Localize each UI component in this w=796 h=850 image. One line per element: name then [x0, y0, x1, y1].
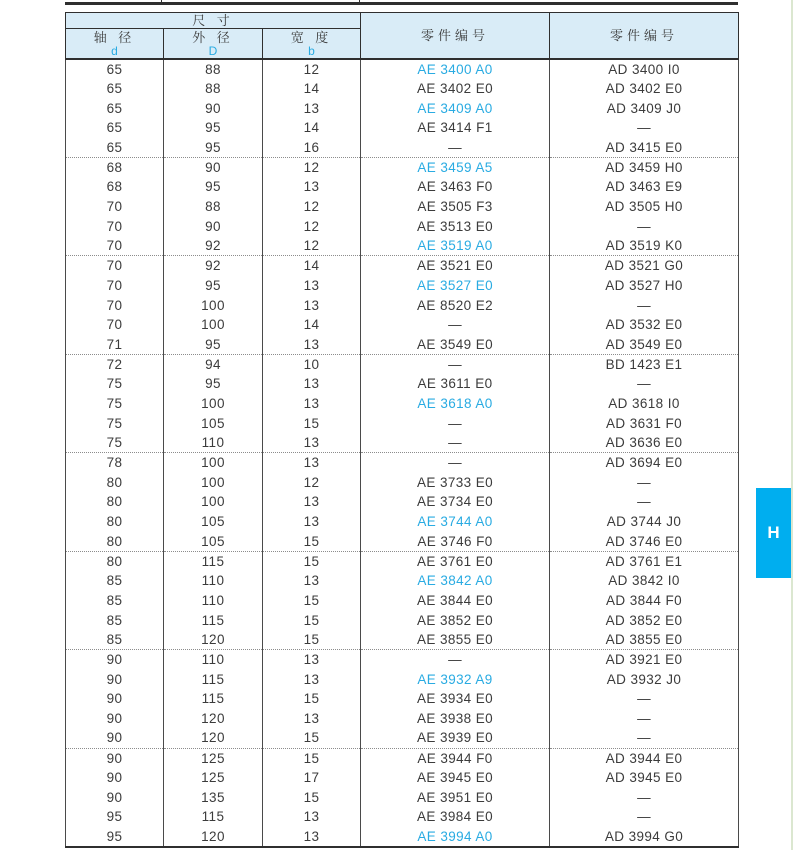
cell-width: 13: [263, 295, 361, 315]
section-tab-h[interactable]: [756, 488, 791, 578]
cell-shaft-diameter: 71: [66, 335, 164, 355]
cell-shaft-diameter: 70: [66, 295, 164, 315]
table-row: [66, 630, 739, 650]
table-row: [66, 748, 739, 768]
cell-part-number-ae: —: [361, 413, 550, 433]
cell-outer-diameter: 95: [164, 177, 263, 197]
cell-shaft-diameter: 80: [66, 512, 164, 532]
table-row: [66, 787, 739, 807]
table-row: [66, 98, 739, 118]
cell-part-number-ae: AE 3527 E0: [361, 276, 550, 296]
cell-outer-diameter: 120: [164, 827, 263, 847]
cell-part-number-ae: AE 3932 A9: [361, 669, 550, 689]
table-row: [66, 709, 739, 729]
cell-width: 14: [263, 118, 361, 138]
cell-part-number-ad: AD 3852 E0: [550, 610, 739, 630]
cell-part-number-ae: AE 3459 A5: [361, 157, 550, 177]
table-row: [66, 236, 739, 256]
table-row: [66, 571, 739, 591]
cell-outer-diameter: 88: [164, 197, 263, 217]
cell-width: 13: [263, 492, 361, 512]
cell-outer-diameter: 95: [164, 276, 263, 296]
outer-diameter-label: 外 径: [192, 30, 234, 45]
cell-width: 12: [263, 217, 361, 237]
cell-part-number-ad: AD 3994 G0: [550, 827, 739, 847]
cell-part-number-ae: AE 3852 E0: [361, 610, 550, 630]
table-row: [66, 256, 739, 276]
table-row: [66, 689, 739, 709]
page-edge-line: [791, 0, 793, 850]
cell-part-number-ad: AD 3744 J0: [550, 512, 739, 532]
cell-shaft-diameter: 85: [66, 630, 164, 650]
cell-part-number-ae: AE 3994 A0: [361, 827, 550, 847]
table-row: [66, 413, 739, 433]
cell-part-number-ae: AE 3618 A0: [361, 394, 550, 414]
cell-outer-diameter: 105: [164, 532, 263, 552]
cell-part-number-ae: AE 3951 E0: [361, 787, 550, 807]
cell-shaft-diameter: 75: [66, 374, 164, 394]
table-row: [66, 433, 739, 453]
cell-part-number-ae: AE 3549 E0: [361, 335, 550, 355]
cell-part-number-ad: —: [550, 472, 739, 492]
cell-part-number-ae: AE 3733 E0: [361, 472, 550, 492]
cell-width: 16: [263, 138, 361, 158]
cell-part-number-ae: AE 3409 A0: [361, 98, 550, 118]
cell-shaft-diameter: 90: [66, 709, 164, 729]
cell-shaft-diameter: 90: [66, 748, 164, 768]
cell-outer-diameter: 92: [164, 236, 263, 256]
cell-part-number-ae: —: [361, 138, 550, 158]
cell-part-number-ad: AD 3631 F0: [550, 413, 739, 433]
cell-outer-diameter: 105: [164, 512, 263, 532]
cell-outer-diameter: 120: [164, 709, 263, 729]
cell-width: 13: [263, 807, 361, 827]
cell-width: 15: [263, 728, 361, 748]
cell-shaft-diameter: 80: [66, 472, 164, 492]
cell-outer-diameter: 88: [164, 79, 263, 99]
parts-table: [65, 12, 739, 848]
cell-width: 13: [263, 374, 361, 394]
cell-part-number-ae: AE 3611 E0: [361, 374, 550, 394]
cell-part-number-ad: AD 3549 E0: [550, 335, 739, 355]
table-row: [66, 374, 739, 394]
table-row: [66, 453, 739, 473]
cell-part-number-ae: AE 3934 E0: [361, 689, 550, 709]
cell-width: 13: [263, 335, 361, 355]
cell-shaft-diameter: 85: [66, 571, 164, 591]
cell-shaft-diameter: 72: [66, 354, 164, 374]
dimensions-group-header: 尺 寸: [66, 13, 361, 29]
section-tab-label: H: [767, 523, 780, 542]
table-row: [66, 118, 739, 138]
table-row: [66, 295, 739, 315]
cell-part-number-ad: AD 3521 G0: [550, 256, 739, 276]
table-row: [66, 728, 739, 748]
cell-width: 13: [263, 177, 361, 197]
table-row: [66, 177, 739, 197]
table-row: [66, 472, 739, 492]
cell-shaft-diameter: 80: [66, 551, 164, 571]
cell-width: 13: [263, 709, 361, 729]
cell-shaft-diameter: 90: [66, 728, 164, 748]
cell-outer-diameter: 95: [164, 374, 263, 394]
cell-outer-diameter: 120: [164, 630, 263, 650]
cell-width: 12: [263, 197, 361, 217]
cell-outer-diameter: 125: [164, 748, 263, 768]
cell-outer-diameter: 115: [164, 689, 263, 709]
cell-part-number-ae: AE 8520 E2: [361, 295, 550, 315]
cell-outer-diameter: 125: [164, 768, 263, 788]
outer-diameter-symbol: D: [208, 44, 218, 58]
cell-shaft-diameter: 90: [66, 689, 164, 709]
cell-outer-diameter: 110: [164, 433, 263, 453]
cell-outer-diameter: 115: [164, 807, 263, 827]
cell-width: 13: [263, 669, 361, 689]
cell-part-number-ad: —: [550, 217, 739, 237]
cell-part-number-ad: —: [550, 807, 739, 827]
part-number-header-right: 零件编号: [550, 13, 739, 60]
cell-part-number-ae: AE 3844 E0: [361, 591, 550, 611]
cell-shaft-diameter: 75: [66, 433, 164, 453]
cell-shaft-diameter: 68: [66, 177, 164, 197]
cell-part-number-ad: AD 3400 I0: [550, 59, 739, 79]
cell-width: 13: [263, 453, 361, 473]
cell-width: 15: [263, 551, 361, 571]
cell-width: 15: [263, 630, 361, 650]
cell-width: 15: [263, 689, 361, 709]
cell-shaft-diameter: 65: [66, 138, 164, 158]
width-symbol: b: [308, 44, 315, 58]
cell-part-number-ad: AD 3532 E0: [550, 315, 739, 335]
width-header: [263, 29, 361, 60]
cell-width: 14: [263, 315, 361, 335]
cell-part-number-ad: AD 3694 E0: [550, 453, 739, 473]
cell-shaft-diameter: 90: [66, 768, 164, 788]
cell-shaft-diameter: 70: [66, 315, 164, 335]
cell-outer-diameter: 95: [164, 138, 263, 158]
cell-width: 12: [263, 236, 361, 256]
cell-outer-diameter: 110: [164, 591, 263, 611]
cell-shaft-diameter: 85: [66, 591, 164, 611]
cell-outer-diameter: 105: [164, 413, 263, 433]
cell-part-number-ad: AD 3459 H0: [550, 157, 739, 177]
cell-outer-diameter: 115: [164, 669, 263, 689]
cell-shaft-diameter: 90: [66, 669, 164, 689]
cell-part-number-ae: AE 3984 E0: [361, 807, 550, 827]
cell-part-number-ae: AE 3414 F1: [361, 118, 550, 138]
cell-part-number-ad: AD 3761 E1: [550, 551, 739, 571]
cell-outer-diameter: 100: [164, 315, 263, 335]
cell-width: 15: [263, 591, 361, 611]
cell-part-number-ad: AD 3945 E0: [550, 768, 739, 788]
cell-width: 12: [263, 472, 361, 492]
table-row: [66, 532, 739, 552]
cell-part-number-ae: AE 3521 E0: [361, 256, 550, 276]
cell-width: 13: [263, 276, 361, 296]
cell-shaft-diameter: 68: [66, 157, 164, 177]
cell-part-number-ae: AE 3505 F3: [361, 197, 550, 217]
cell-shaft-diameter: 80: [66, 492, 164, 512]
cell-outer-diameter: 90: [164, 217, 263, 237]
cell-part-number-ae: AE 3855 E0: [361, 630, 550, 650]
table-row: [66, 492, 739, 512]
table-row: [66, 354, 739, 374]
cell-part-number-ae: AE 3400 A0: [361, 59, 550, 79]
cell-width: 15: [263, 532, 361, 552]
cell-outer-diameter: 90: [164, 157, 263, 177]
cell-width: 15: [263, 610, 361, 630]
top-rule-tick: [359, 0, 360, 3]
table-row: [66, 394, 739, 414]
table-row: [66, 591, 739, 611]
cell-outer-diameter: 110: [164, 650, 263, 670]
cell-shaft-diameter: 65: [66, 59, 164, 79]
outer-diameter-header: [164, 29, 263, 60]
cell-part-number-ad: AD 3921 E0: [550, 650, 739, 670]
cell-part-number-ad: AD 3746 E0: [550, 532, 739, 552]
cell-outer-diameter: 95: [164, 118, 263, 138]
cell-width: 12: [263, 157, 361, 177]
cell-outer-diameter: 88: [164, 59, 263, 79]
cell-shaft-diameter: 65: [66, 98, 164, 118]
cell-part-number-ae: —: [361, 315, 550, 335]
top-rule-tick: [161, 0, 162, 3]
cell-shaft-diameter: 80: [66, 532, 164, 552]
table-row: [66, 59, 739, 79]
cell-width: 13: [263, 394, 361, 414]
cell-shaft-diameter: 75: [66, 413, 164, 433]
cell-part-number-ad: AD 3463 E9: [550, 177, 739, 197]
cell-part-number-ad: AD 3932 J0: [550, 669, 739, 689]
cell-outer-diameter: 120: [164, 728, 263, 748]
cell-shaft-diameter: 85: [66, 610, 164, 630]
cell-width: 10: [263, 354, 361, 374]
shaft-diameter-symbol: d: [111, 44, 118, 58]
cell-part-number-ad: AD 3402 E0: [550, 79, 739, 99]
cell-part-number-ad: AD 3844 F0: [550, 591, 739, 611]
table-row: [66, 807, 739, 827]
cell-outer-diameter: 100: [164, 492, 263, 512]
cell-part-number-ad: —: [550, 709, 739, 729]
cell-outer-diameter: 115: [164, 551, 263, 571]
cell-shaft-diameter: 78: [66, 453, 164, 473]
cell-outer-diameter: 94: [164, 354, 263, 374]
cell-part-number-ae: AE 3513 E0: [361, 217, 550, 237]
table-row: [66, 335, 739, 355]
cell-part-number-ae: AE 3842 A0: [361, 571, 550, 591]
cell-part-number-ad: —: [550, 787, 739, 807]
cell-shaft-diameter: 70: [66, 256, 164, 276]
table-row: [66, 276, 739, 296]
table-row: [66, 827, 739, 847]
cell-outer-diameter: 95: [164, 335, 263, 355]
cell-part-number-ad: AD 3409 J0: [550, 98, 739, 118]
cell-part-number-ae: AE 3402 E0: [361, 79, 550, 99]
cell-part-number-ad: —: [550, 689, 739, 709]
table-row: [66, 551, 739, 571]
cell-width: 15: [263, 748, 361, 768]
cell-part-number-ad: —: [550, 492, 739, 512]
cell-part-number-ad: AD 3527 H0: [550, 276, 739, 296]
cell-shaft-diameter: 70: [66, 197, 164, 217]
cell-width: 13: [263, 98, 361, 118]
cell-outer-diameter: 100: [164, 472, 263, 492]
cell-part-number-ad: AD 3505 H0: [550, 197, 739, 217]
cell-part-number-ae: AE 3463 F0: [361, 177, 550, 197]
cell-part-number-ad: AD 3519 K0: [550, 236, 739, 256]
cell-part-number-ae: AE 3939 E0: [361, 728, 550, 748]
cell-outer-diameter: 100: [164, 295, 263, 315]
cell-part-number-ae: AE 3744 A0: [361, 512, 550, 532]
cell-shaft-diameter: 70: [66, 236, 164, 256]
cell-part-number-ae: —: [361, 650, 550, 670]
cell-width: 15: [263, 787, 361, 807]
part-number-header-left: 零件编号: [361, 13, 550, 60]
cell-outer-diameter: 92: [164, 256, 263, 276]
cell-part-number-ad: AD 3415 E0: [550, 138, 739, 158]
cell-width: 15: [263, 413, 361, 433]
cell-part-number-ad: AD 3944 E0: [550, 748, 739, 768]
cell-width: 12: [263, 59, 361, 79]
table-row: [66, 610, 739, 630]
table-row: [66, 79, 739, 99]
cell-part-number-ae: AE 3519 A0: [361, 236, 550, 256]
cell-part-number-ad: —: [550, 118, 739, 138]
cell-shaft-diameter: 70: [66, 217, 164, 237]
cell-width: 17: [263, 768, 361, 788]
cell-part-number-ae: AE 3945 E0: [361, 768, 550, 788]
table-header: [66, 13, 739, 60]
cell-shaft-diameter: 75: [66, 394, 164, 414]
cell-part-number-ae: AE 3746 F0: [361, 532, 550, 552]
table-row: [66, 650, 739, 670]
cell-width: 13: [263, 433, 361, 453]
width-label: 宽 度: [290, 30, 333, 45]
cell-part-number-ad: AD 3636 E0: [550, 433, 739, 453]
cell-part-number-ad: AD 3618 I0: [550, 394, 739, 414]
cell-part-number-ad: —: [550, 728, 739, 748]
table-row: [66, 138, 739, 158]
cell-outer-diameter: 90: [164, 98, 263, 118]
cell-shaft-diameter: 95: [66, 827, 164, 847]
cell-width: 13: [263, 571, 361, 591]
cell-part-number-ae: —: [361, 433, 550, 453]
table-row: [66, 197, 739, 217]
cell-shaft-diameter: 65: [66, 79, 164, 99]
table-body: [66, 59, 739, 847]
cell-outer-diameter: 100: [164, 453, 263, 473]
cell-width: 13: [263, 650, 361, 670]
shaft-diameter-header: [66, 29, 164, 60]
table-row: [66, 157, 739, 177]
cell-part-number-ad: —: [550, 295, 739, 315]
cell-part-number-ad: AD 3842 I0: [550, 571, 739, 591]
cell-outer-diameter: 115: [164, 610, 263, 630]
cell-part-number-ad: —: [550, 374, 739, 394]
cell-part-number-ae: AE 3938 E0: [361, 709, 550, 729]
table-row: [66, 217, 739, 237]
cell-shaft-diameter: 65: [66, 118, 164, 138]
shaft-diameter-label: 轴 径: [93, 30, 136, 45]
cell-outer-diameter: 110: [164, 571, 263, 591]
cell-shaft-diameter: 90: [66, 650, 164, 670]
cell-part-number-ae: —: [361, 354, 550, 374]
cell-outer-diameter: 100: [164, 394, 263, 414]
table-row: [66, 512, 739, 532]
cell-outer-diameter: 135: [164, 787, 263, 807]
table-row: [66, 669, 739, 689]
cell-part-number-ad: AD 3855 E0: [550, 630, 739, 650]
cell-width: 13: [263, 512, 361, 532]
cell-width: 13: [263, 827, 361, 847]
cell-width: 14: [263, 79, 361, 99]
cell-part-number-ae: AE 3944 F0: [361, 748, 550, 768]
cell-part-number-ae: —: [361, 453, 550, 473]
table-row: [66, 768, 739, 788]
cell-shaft-diameter: 95: [66, 807, 164, 827]
cell-shaft-diameter: 70: [66, 276, 164, 296]
table-row: [66, 315, 739, 335]
cell-part-number-ae: AE 3761 E0: [361, 551, 550, 571]
cell-shaft-diameter: 90: [66, 787, 164, 807]
cell-part-number-ae: AE 3734 E0: [361, 492, 550, 512]
cell-width: 14: [263, 256, 361, 276]
top-rule: [65, 2, 738, 5]
cell-part-number-ad: BD 1423 E1: [550, 354, 739, 374]
